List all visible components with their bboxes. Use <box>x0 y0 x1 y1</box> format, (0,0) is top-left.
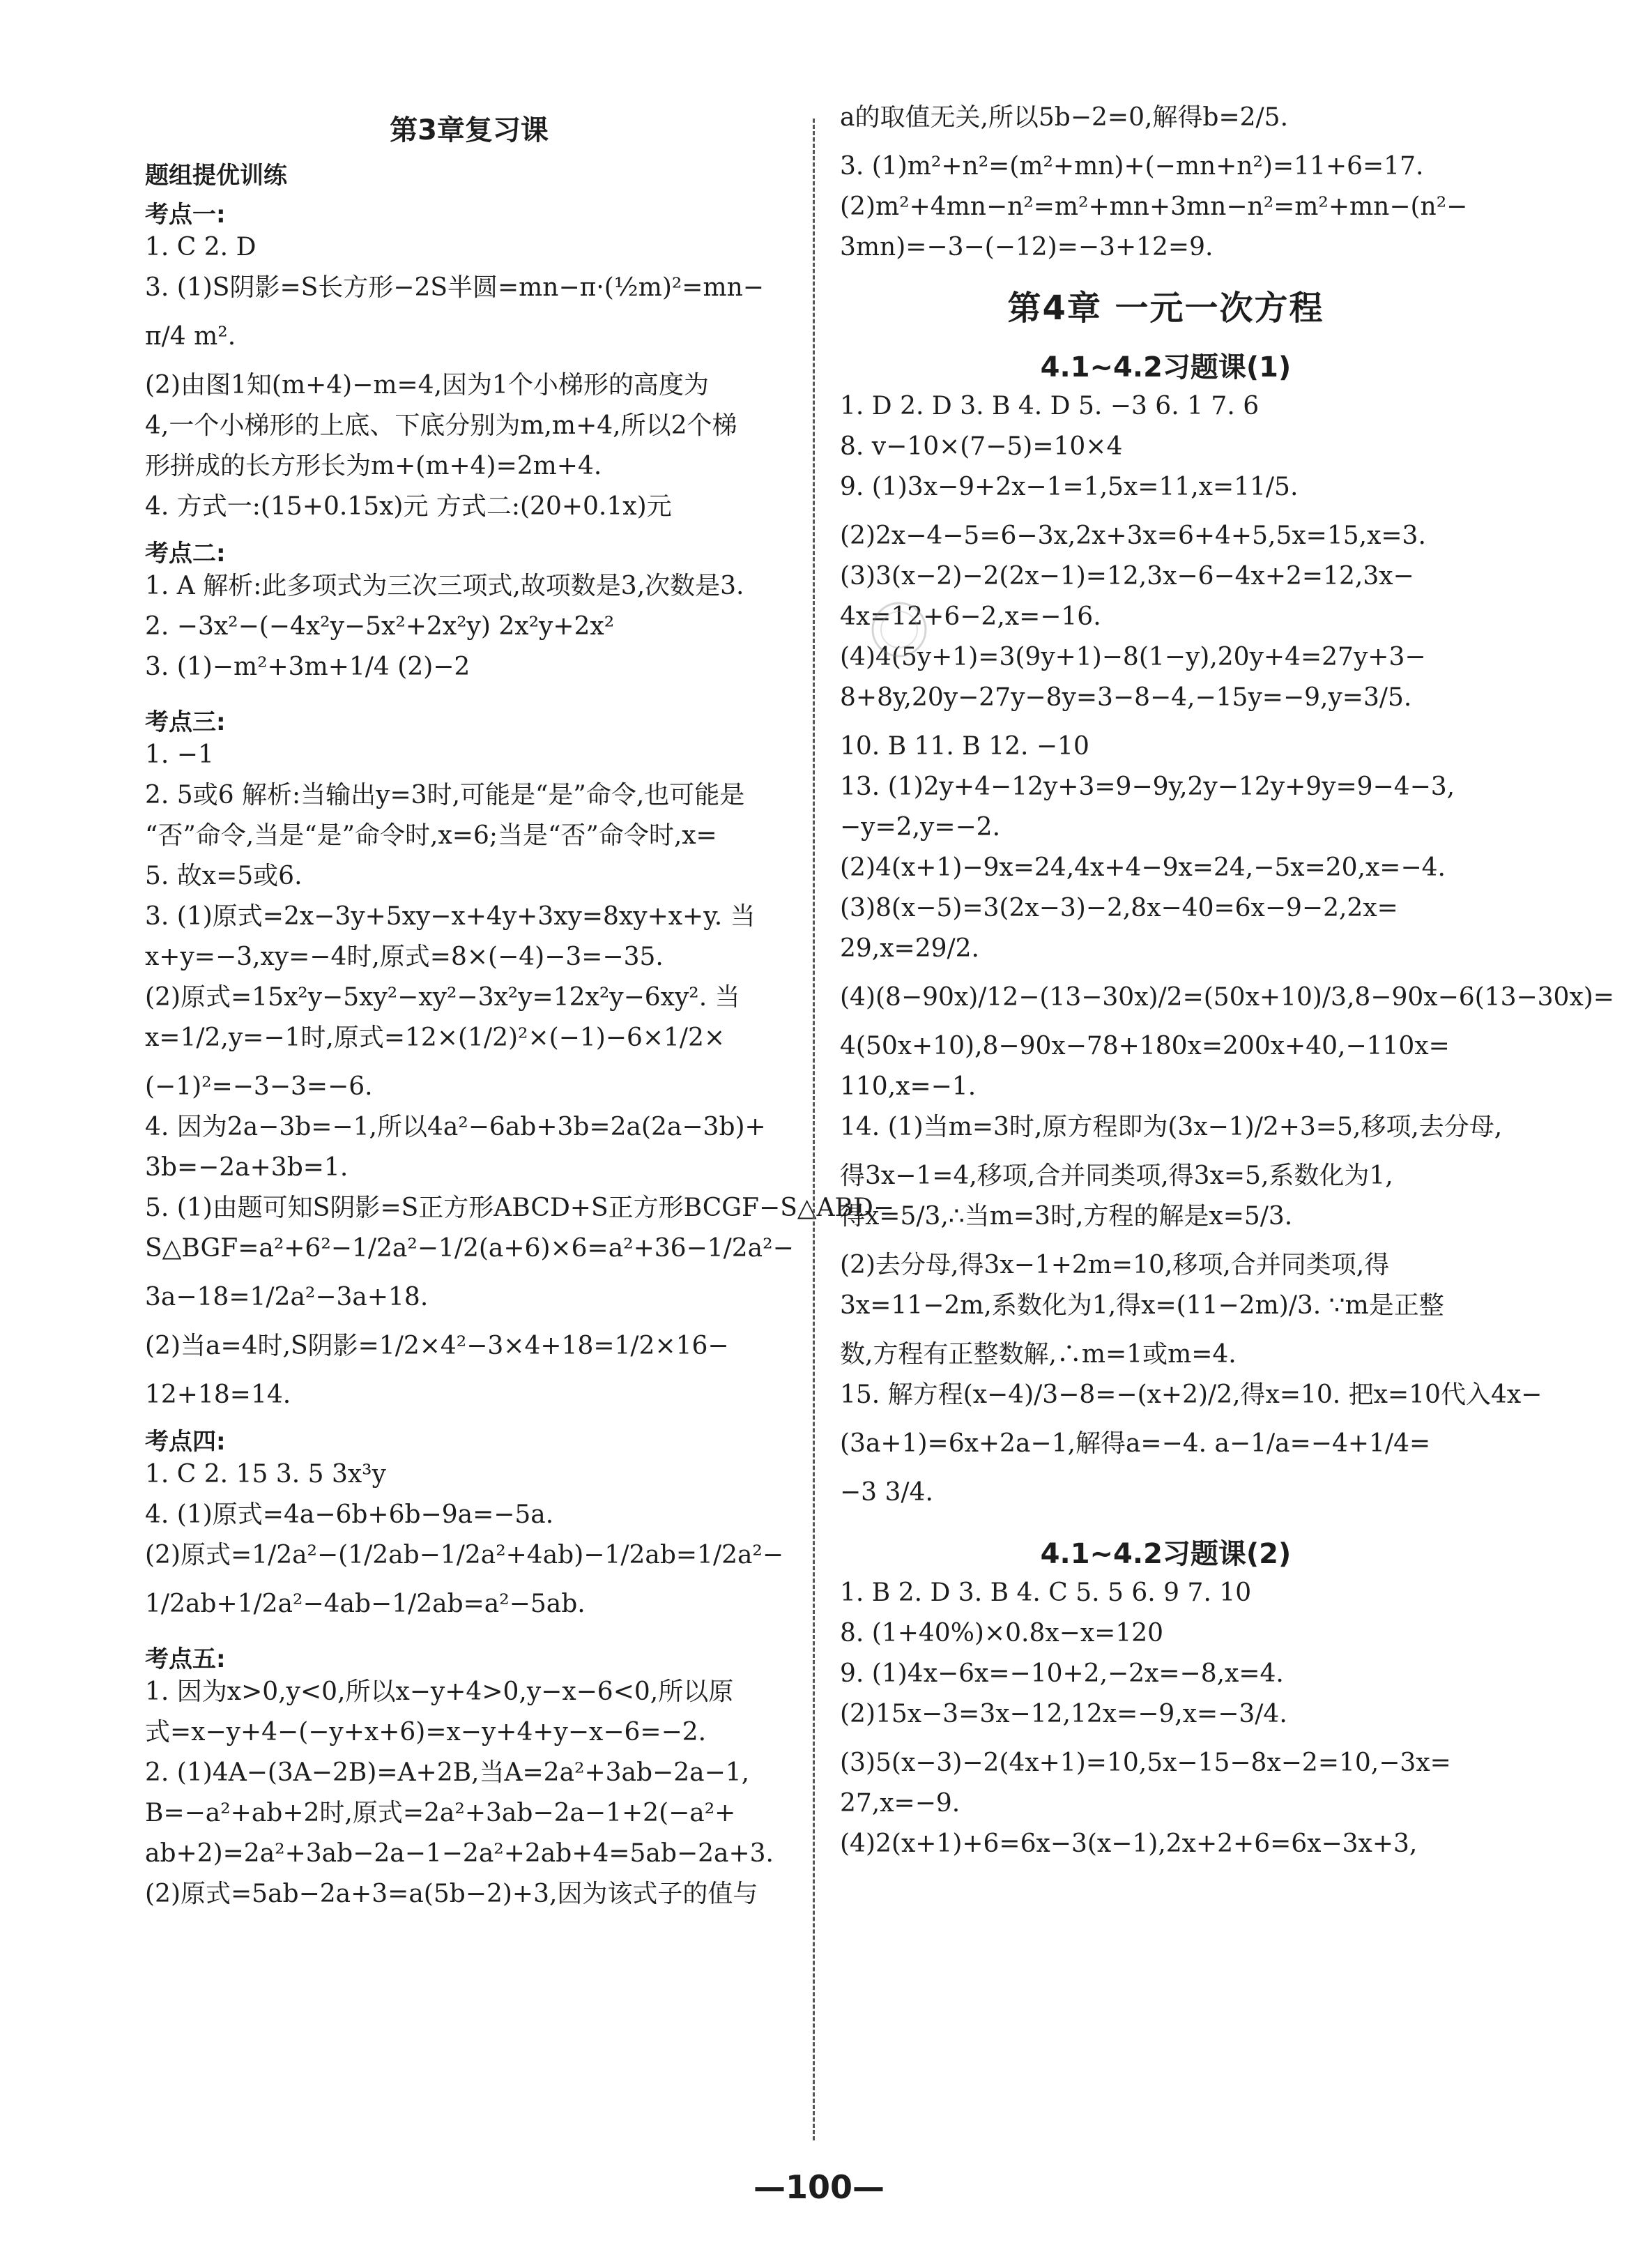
answer-line: 3mn)=−3−(−12)=−3+12=9. <box>840 233 1214 261</box>
answer-line: 2. (1)4A−(3A−2B)=A+2B,当A=2a²+3ab−2a−1, <box>145 1758 750 1787</box>
answer-line: 1. C 2. 15 3. 5 3x³y <box>145 1460 386 1489</box>
answer-line: 3. (1)S阴影=S长方形−2S半圆=mn−π·(½m)²=mn− <box>145 273 764 302</box>
answer-line: 4. 因为2a−3b=−1,所以4a²−6ab+3b=2a(2a−3b)+ <box>145 1113 766 1141</box>
answer-line: 3a−18=1/2a²−3a+18. <box>145 1283 429 1311</box>
answer-line: a的取值无关,所以5b−2=0,解得b=2/5. <box>840 103 1289 132</box>
answer-line: 1. C 2. D <box>145 233 257 261</box>
answer-line: 3. (1)−m²+3m+1/4 (2)−2 <box>145 653 470 681</box>
answer-line: −3 3/4. <box>840 1478 933 1507</box>
answer-line: (2)m²+4mn−n²=m²+mn+3mn−n²=m²+mn−(n²− <box>840 192 1468 221</box>
answer-line: 得x=5/3,∴当m=3时,方程的解是x=5/3. <box>840 1202 1293 1231</box>
answer-line: “否”命令,当是“是”命令时,x=6;当是“否”命令时,x= <box>145 821 717 850</box>
subsection-heading: 考点四: <box>145 1428 226 1456</box>
section-title: 第3章复习课 <box>390 114 549 146</box>
right-column-body <box>840 103 1614 1871</box>
answer-line: 1/2ab+1/2a²−4ab−1/2ab=a²−5ab. <box>145 1590 585 1618</box>
watermark-stamp-icon <box>864 598 934 661</box>
chapter-title: 第4章 一元一次方程 <box>1007 289 1324 328</box>
answer-line: −y=2,y=−2. <box>840 813 1001 842</box>
answer-line: (2)原式=1/2a²−(1/2ab−1/2a²+4ab)−1/2ab=1/2a²− <box>145 1541 784 1569</box>
answer-line: x+y=−3,xy=−4时,原式=8×(−4)−3=−35. <box>145 943 664 971</box>
answer-line: 10. B 11. B 12. −10 <box>840 732 1089 761</box>
answer-line: 1. B 2. D 3. B 4. C 5. 5 6. 9 7. 10 <box>840 1578 1252 1607</box>
answer-line: (2)原式=5ab−2a+3=a(5b−2)+3,因为该式子的值与 <box>145 1880 758 1908</box>
answer-line: ab+2)=2a²+3ab−2a−1−2a²+2ab+4=5ab−2a+3. <box>145 1839 774 1868</box>
answer-line: 数,方程有正整数解,∴m=1或m=4. <box>840 1340 1237 1369</box>
answer-line: 4x=12+6−2,x=−16. <box>840 602 1101 631</box>
answer-line: 2. 5或6 解析:当输出y=3时,可能是“是”命令,也可能是 <box>145 781 745 809</box>
answer-line: (2)由图1知(m+4)−m=4,因为1个小梯形的高度为 <box>145 371 709 399</box>
right-column <box>840 103 1614 1871</box>
answer-line: 4(50x+10),8−90x−78+180x=200x+40,−110x= <box>840 1032 1450 1060</box>
answer-line: 2. −3x²−(−4x²y−5x²+2x²y) 2x²y+2x² <box>145 612 615 641</box>
answer-line: 3b=−2a+3b=1. <box>145 1153 349 1182</box>
answer-line: 9. (1)4x−6x=−10+2,−2x=−8,x=4. <box>840 1659 1284 1688</box>
answer-line: 110,x=−1. <box>840 1072 977 1101</box>
answer-line: 12+18=14. <box>145 1380 291 1409</box>
subsection-heading: 考点一: <box>145 201 226 229</box>
answer-line: 5. 故x=5或6. <box>145 862 303 890</box>
answer-line: 15. 解方程(x−4)/3−8=−(x+2)/2,得x=10. 把x=10代入4x− <box>840 1380 1543 1409</box>
section-title: 4.1~4.2习题课(2) <box>1040 1538 1292 1570</box>
answer-line: 4,一个小梯形的上底、下底分别为m,m+4,所以2个梯 <box>145 411 737 440</box>
answer-line: (2)2x−4−5=6−3x,2x+3x=6+4+5,5x=15,x=3. <box>840 522 1426 550</box>
page-number: —100— <box>753 2168 885 2206</box>
answer-line: 式=x−y+4−(−y+x+6)=x−y+4+y−x−6=−2. <box>145 1718 707 1746</box>
column-divider <box>813 119 815 2140</box>
answer-line: (2)15x−3=3x−12,12x=−9,x=−3/4. <box>840 1700 1287 1728</box>
answer-line: 4. 方式一:(15+0.15x)元 方式二:(20+0.1x)元 <box>145 492 672 521</box>
answer-line: (3)5(x−3)−2(4x+1)=10,5x−15−8x−2=10,−3x= <box>840 1749 1451 1777</box>
answer-line: (4)(8−90x)/12−(13−30x)/2=(50x+10)/3,8−90x−6(13−30x)= <box>840 983 1614 1012</box>
answer-line: 4. (1)原式=4a−6b+6b−9a=−5a. <box>145 1500 554 1529</box>
answer-line: (3a+1)=6x+2a−1,解得a=−4. a−1/a=−4+1/4= <box>840 1429 1431 1458</box>
answer-line: (4)4(5y+1)=3(9y+1)−8(1−y),20y+4=27y+3− <box>840 643 1426 671</box>
answer-line: 3. (1)m²+n²=(m²+mn)+(−mn+n²)=11+6=17. <box>840 152 1424 181</box>
answer-line: (2)4(x+1)−9x=24,4x+4−9x=24,−5x=20,x=−4. <box>840 853 1446 882</box>
subsection-heading: 考点三: <box>145 708 226 736</box>
answer-line: 1. A 解析:此多项式为三次三项式,故项数是3,次数是3. <box>145 572 744 600</box>
answer-line: (−1)²=−3−3=−6. <box>145 1072 373 1101</box>
answer-line: (2)当a=4时,S阴影=1/2×4²−3×4+18=1/2×16− <box>145 1332 729 1360</box>
subsection-heading: 题组提优训练 <box>145 162 287 190</box>
subsection-heading: 考点二: <box>145 540 226 568</box>
answer-line: 14. (1)当m=3时,原方程即为(3x−1)/2+3=5,移项,去分母, <box>840 1113 1503 1141</box>
answer-line: B=−a²+ab+2时,原式=2a²+3ab−2a−1+2(−a²+ <box>145 1799 736 1827</box>
answer-line: 得3x−1=4,移项,合并同类项,得3x=5,系数化为1, <box>840 1162 1393 1190</box>
answer-line: π/4 m². <box>145 322 236 351</box>
section-title: 4.1~4.2习题课(1) <box>1040 351 1292 383</box>
answer-line: 3. (1)原式=2x−3y+5xy−x+4y+3xy=8xy+x+y. 当 <box>145 902 756 931</box>
subsection-heading: 考点五: <box>145 1645 226 1673</box>
answer-line: 8. (1+40%)×0.8x−x=120 <box>840 1619 1164 1647</box>
answer-line: (4)2(x+1)+6=6x−3(x−1),2x+2+6=6x−3x+3, <box>840 1829 1418 1858</box>
answer-line: 3x=11−2m,系数化为1,得x=(11−2m)/3. ∵m是正整 <box>840 1291 1444 1320</box>
answer-line: 8+8y,20y−27y−8y=3−8−4,−15y=−9,y=3/5. <box>840 683 1412 712</box>
answer-line: (2)原式=15x²y−5xy²−xy²−3x²y=12x²y−6xy². 当 <box>145 983 740 1012</box>
answer-line: 8. v−10×(7−5)=10×4 <box>840 432 1123 461</box>
answer-line: 形拼成的长方形长为m+(m+4)=2m+4. <box>145 452 602 480</box>
answer-line: 1. 因为x>0,y<0,所以x−y+4>0,y−x−6<0,所以原 <box>145 1677 734 1706</box>
answer-line: 27,x=−9. <box>840 1789 960 1818</box>
answer-line: 13. (1)2y+4−12y+3=9−9y,2y−12y+9y=9−4−3, <box>840 773 1455 801</box>
answer-line: (3)3(x−2)−2(2x−1)=12,3x−6−4x+2=12,3x− <box>840 562 1414 591</box>
answer-line: 9. (1)3x−9+2x−1=1,5x=11,x=11/5. <box>840 473 1299 501</box>
answer-line: x=1/2,y=−1时,原式=12×(1/2)²×(−1)−6×1/2× <box>145 1023 726 1052</box>
answer-line: 1. D 2. D 3. B 4. D 5. −3 6. 1 7. 6 <box>840 392 1260 420</box>
answer-line: 1. −1 <box>145 740 214 769</box>
answer-line: (3)8(x−5)=3(2x−3)−2,8x−40=6x−9−2,2x= <box>840 894 1398 922</box>
answer-line: S△BGF=a²+6²−1/2a²−1/2(a+6)×6=a²+36−1/2a²− <box>145 1234 794 1263</box>
answer-line: (2)去分母,得3x−1+2m=10,移项,合并同类项,得 <box>840 1251 1390 1279</box>
answer-line: 29,x=29/2. <box>840 934 980 963</box>
answer-line: 5. (1)由题可知S阴影=S正方形ABCD+S正方形BCGF−S△ABD− <box>145 1194 895 1222</box>
